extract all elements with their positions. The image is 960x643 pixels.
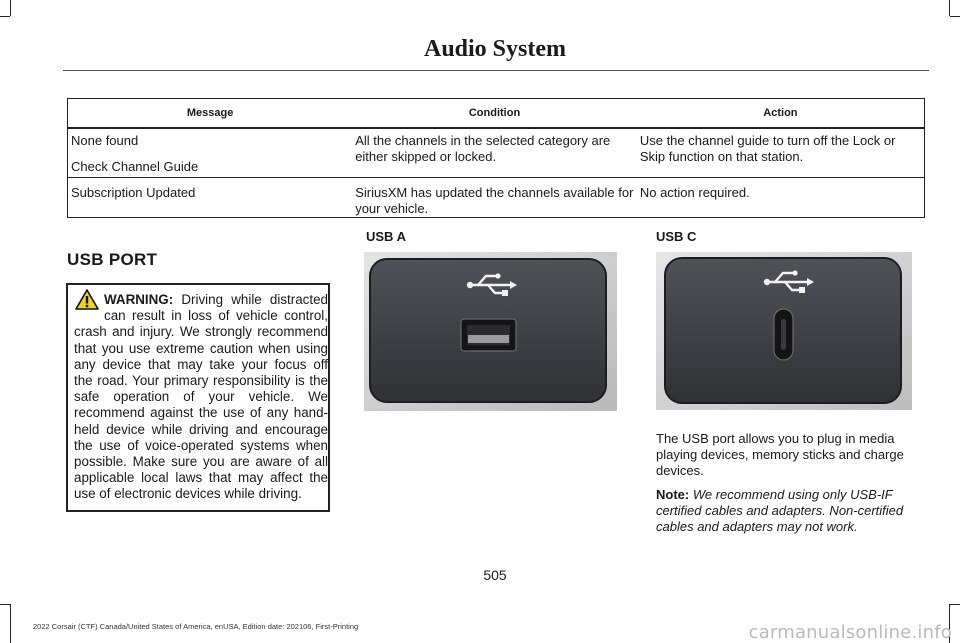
column-header-message: Message xyxy=(68,99,353,129)
usb-note xyxy=(656,487,928,535)
message-text: None found xyxy=(71,133,139,148)
warning-label: WARNING: xyxy=(104,292,174,307)
action-cell: Use the channel guide to turn off the Lock or Skip function on that station. xyxy=(637,128,925,178)
note-text: We recommend using only USB-IF certified cables and adapters. Non-certified cables and adapters may not work. xyxy=(656,487,904,534)
message-cell xyxy=(68,178,353,218)
usb-c-label: USB C xyxy=(656,229,697,244)
table-row xyxy=(68,178,925,218)
usb-a-figure xyxy=(364,252,617,411)
edition-footer: 2022 Corsair (CTF) Canada/United States of America, enUSA, Edition date: 202106, First-Printing xyxy=(33,622,359,631)
note-label: Note: xyxy=(656,487,690,502)
column-header-condition: Condition xyxy=(352,99,637,129)
crop-mark xyxy=(0,604,10,605)
crop-mark xyxy=(949,0,950,16)
page-number: 505 xyxy=(483,567,507,583)
crop-mark xyxy=(10,0,11,16)
message-text: Subscription Updated xyxy=(71,185,196,200)
warning-box xyxy=(66,283,330,512)
warning-icon xyxy=(75,289,99,310)
usb-a-illustration xyxy=(364,252,617,411)
watermark[interactable]: carmanualsonline.info xyxy=(748,622,952,643)
warning-text: Driving while distracted can result in loss of vehicle control, crash and injury. We strongly recommend that you use extreme caution when using any device that may take your focus off the road. Your primary responsibility is the safe operation of your vehicle. We recommend against the use of any hand-held device while driving and encourage the use of voice-operated systems when possible. Make sure you are aware of all applicable local laws that may affect the use of electronic devices while driving. xyxy=(74,292,328,502)
message-cell xyxy=(68,128,353,178)
condition-cell: All the channels in the selected category are either skipped or locked. xyxy=(355,133,611,164)
column-header-action: Action xyxy=(637,99,925,129)
page-title: Audio System xyxy=(423,36,567,62)
crop-mark xyxy=(950,16,960,17)
crop-mark xyxy=(950,604,960,605)
condition-cell: SiriusXM has updated the channels available for your vehicle. xyxy=(352,178,637,218)
usb-c-figure xyxy=(656,252,912,410)
table-row xyxy=(68,128,925,178)
usb-a-label: USB A xyxy=(366,229,406,244)
usb-description: The USB port allows you to plug in media playing devices, memory sticks and charge devices. xyxy=(656,431,904,478)
crop-mark xyxy=(10,604,11,643)
message-table xyxy=(67,98,925,218)
action-cell: No action required. xyxy=(637,178,925,218)
crop-mark xyxy=(0,16,10,17)
message-text: Check Channel Guide xyxy=(71,159,199,174)
section-heading: USB PORT xyxy=(67,250,158,269)
title-divider xyxy=(63,70,929,71)
usb-c-illustration xyxy=(656,252,912,410)
